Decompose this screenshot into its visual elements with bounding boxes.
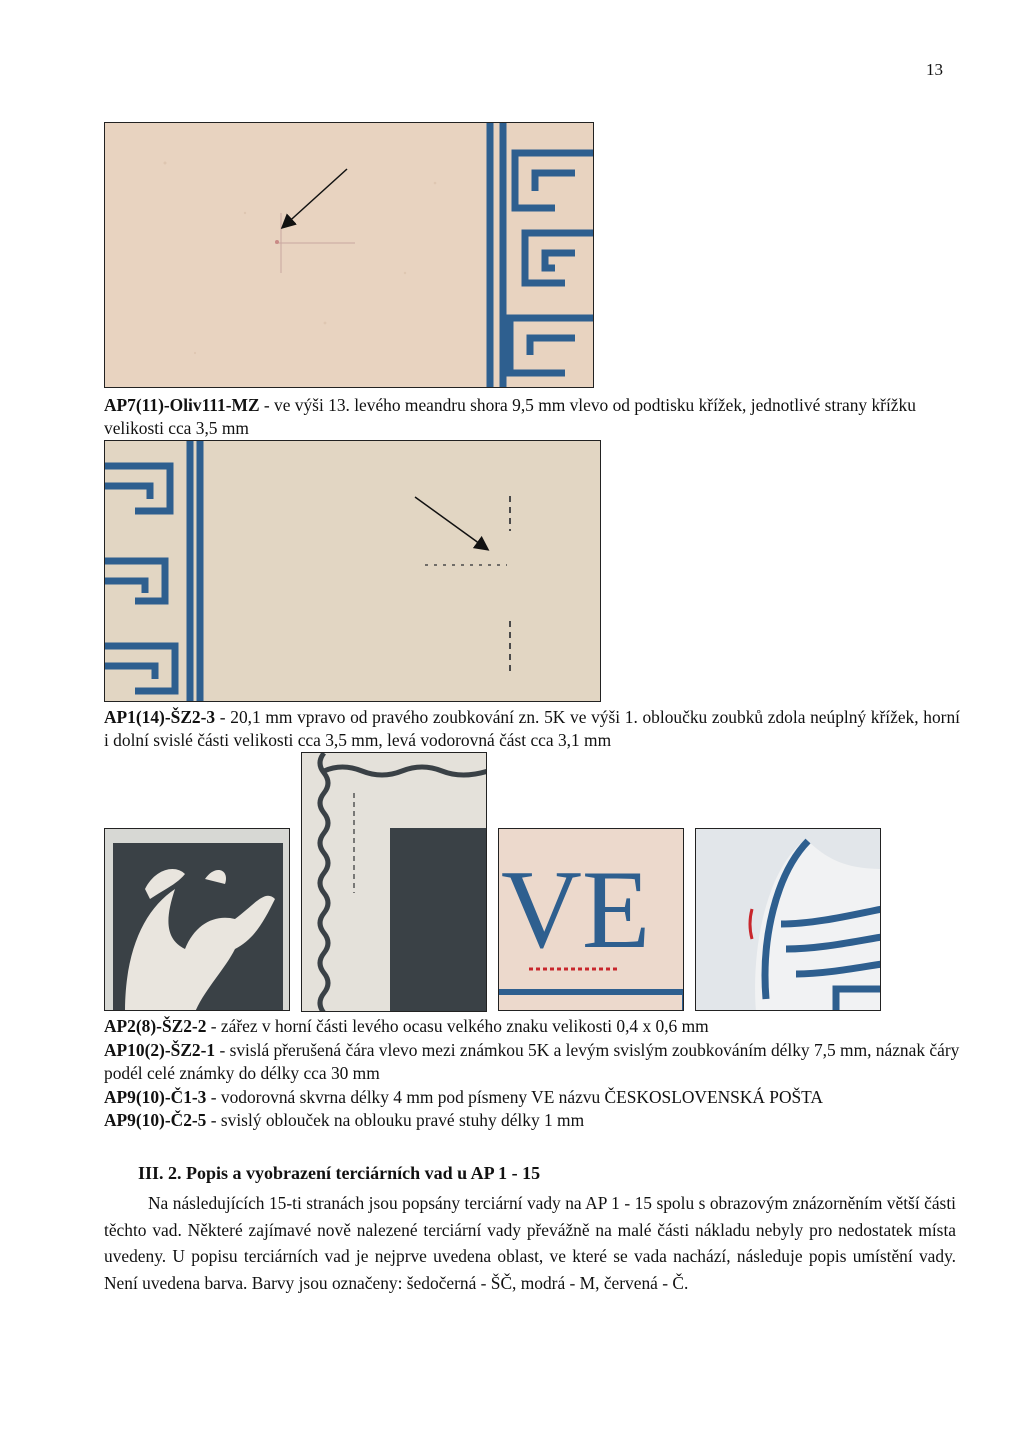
defect-description: - 20,1 mm vpravo od pravého zoubkování zn. 5K ve výši 1. obloučku zoubků zdola neúplný křížek, horní i dolní svislé části velikosti cca 3,5 mm, levá vodorovná část cca 3,1 mm (104, 707, 960, 750)
defect-description: - svislá přerušená čára vlevo mezi známkou 5K a levým svislým zoubkováním délky 7,5 mm, náznak čáry podél celé známky do délky cca 30 mm (104, 1039, 960, 1084)
caption-ap7 (104, 394, 960, 440)
photo-ap1-cross (104, 440, 601, 702)
defect-code: AP10(2)-ŠZ2-1 (104, 1039, 216, 1060)
defect-entry (104, 1109, 964, 1133)
defect-description: - vodorovná skvrna délky 4 mm pod písmeny VE názvu ČESKOSLOVENSKÁ POŠTA (206, 1086, 823, 1107)
page-number: 13 (926, 60, 943, 79)
defect-code: AP1(14)-ŠZ2-3 (104, 707, 216, 727)
defect-description: - svislý oblouček na oblouku pravé stuhy délky 1 mm (206, 1110, 585, 1131)
defect-code: AP2(8)-ŠZ2-2 (104, 1016, 207, 1036)
defect-description: - zářez v horní části levého ocasu velkého znaku velikosti 0,4 x 0,6 mm (206, 1016, 709, 1036)
photo-ap9-ribbon-arc (695, 828, 881, 1011)
section-heading: III. 2. Popis a vyobrazení terciárních vad u AP 1 - 15 (138, 1163, 541, 1183)
defect-list (104, 1015, 964, 1133)
defect-code: AP9(10)-Č2-5 (104, 1110, 207, 1131)
photo-ap7-cross (104, 122, 594, 388)
defect-description: - ve výši 13. levého meandru shora 9,5 mm vlevo od podtisku křížek, jednotlivé strany křížku velikosti cca 3,5 mm (104, 395, 916, 438)
defect-entry (104, 1039, 964, 1086)
defect-entry (104, 1086, 964, 1110)
photo-ap9-letters-ve (498, 828, 684, 1011)
photo-ap2-coat-of-arms (104, 828, 290, 1011)
photo-ap10-perforation (301, 752, 487, 1012)
letters-ve-graphic: VE (501, 848, 651, 972)
defect-entry (104, 1015, 964, 1039)
caption-ap1 (104, 706, 960, 752)
defect-code: AP9(10)-Č1-3 (104, 1086, 207, 1107)
defect-code: AP7(11)-Oliv111-MZ (104, 395, 260, 415)
section-paragraph: Na následujících 15-ti stranách jsou popsány terciární vady na AP 1 - 15 spolu s obrazovým znázorněním větší části těchto vad. Některé zajímavé nově nalezené terciární vady převážně na malé části nákladu nebyly pro nedostatek místa uvedeny. U popisu terciárních vad je nejprve uvedena oblast, ve které se vada nachází, následuje popis umístění vady. Není uvedena barva. Barvy jsou označeny: šedočerná - ŠČ, modrá - M, červená - Č. (104, 1193, 956, 1293)
